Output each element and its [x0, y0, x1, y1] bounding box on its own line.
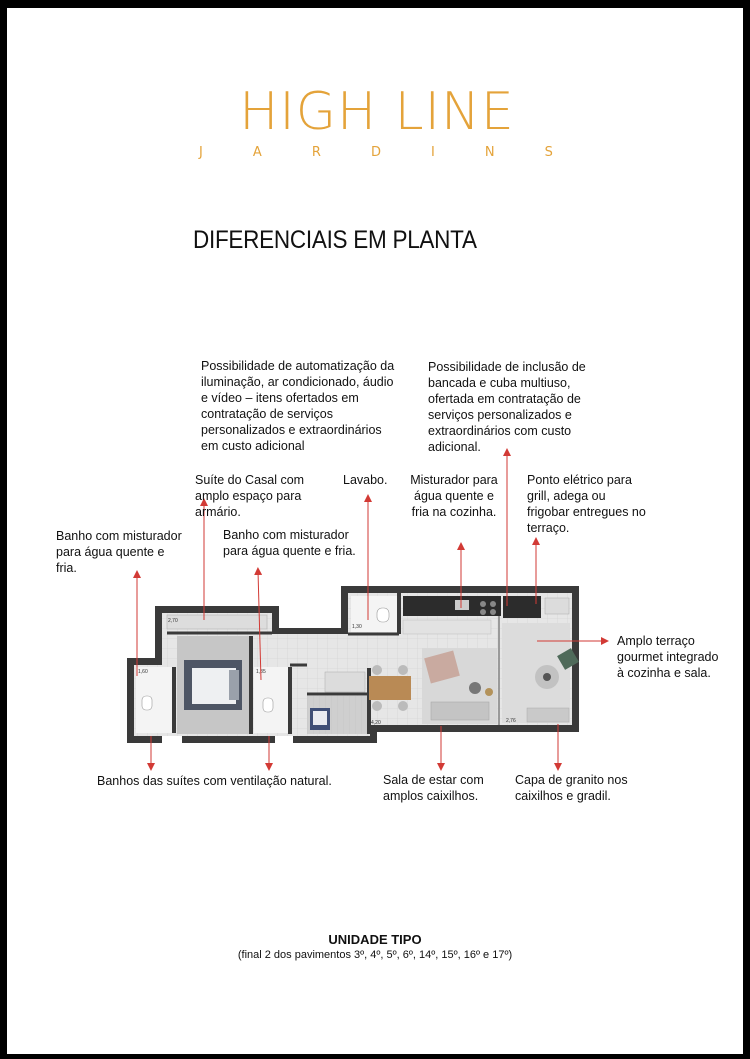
note-bath-mixer-right: Banho com misturador para água quente e fria. [223, 528, 356, 558]
logo-letter: A [252, 145, 262, 160]
logo-letter: R [311, 145, 321, 160]
logo-letter: J [199, 145, 203, 160]
note-kitchen-mixer: Misturador para água quente e fria na cozinha. [410, 473, 498, 519]
note-suite: Suíte do Casal com amplo espaço para armário. [195, 473, 305, 519]
note-automation: Possibilidade de automatização da iluminação, ar condicionado, áudio e vídeo – itens ofertados em contratação de serviços personalizados e extraordinários em custo adicional [201, 359, 395, 453]
note-granite: Capa de granito nos caixilhos e gradil. [515, 773, 628, 803]
logo-letter: S [544, 145, 553, 160]
dimension-label: 2,70 [168, 618, 178, 624]
logo-letter: N [484, 145, 495, 160]
note-living: Sala de estar com amplos caixilhos. [383, 773, 484, 803]
brochure-page [7, 8, 743, 1054]
note-terrace: Amplo terraço gourmet integrado à cozinha e sala. [617, 634, 719, 680]
dimension-label: 1,35 [256, 669, 266, 675]
note-bath-mixer-left: Banho com misturador para água quente e fria. [56, 529, 182, 575]
dimension-label: 1,60 [138, 669, 148, 675]
kitchen-counter [403, 596, 501, 616]
page-title: DIFERENCIAIS EM PLANTA [193, 226, 477, 254]
closet [167, 615, 267, 629]
dimension-label: 4,20 [371, 720, 381, 726]
note-power-point: Ponto elétrico para grill, adega ou frigobar entregues no terraço. [527, 473, 646, 535]
logo-wordmark: HIGH LINE [239, 82, 515, 142]
note-lavabo: Lavabo. [343, 473, 388, 487]
dimension-label: 1,30 [352, 624, 362, 630]
caption-title: UNIDADE TIPO [328, 932, 422, 947]
note-bench: Possibilidade de inclusão de bancada e cuba multiuso, ofertada em contratação de serviços personalizados e extraordinários com custo adicional. [428, 360, 586, 454]
note-ventilation: Banhos das suítes com ventilação natural. [97, 774, 332, 788]
logo-letter: D [370, 145, 381, 160]
dining-table [369, 676, 411, 700]
dimension-label: 2,76 [506, 718, 516, 724]
caption-subtitle: (final 2 dos pavimentos 3º, 4º, 5º, 6º, 14º, 15º, 16º e 17º) [237, 949, 513, 961]
logo-letter: I [431, 145, 435, 160]
